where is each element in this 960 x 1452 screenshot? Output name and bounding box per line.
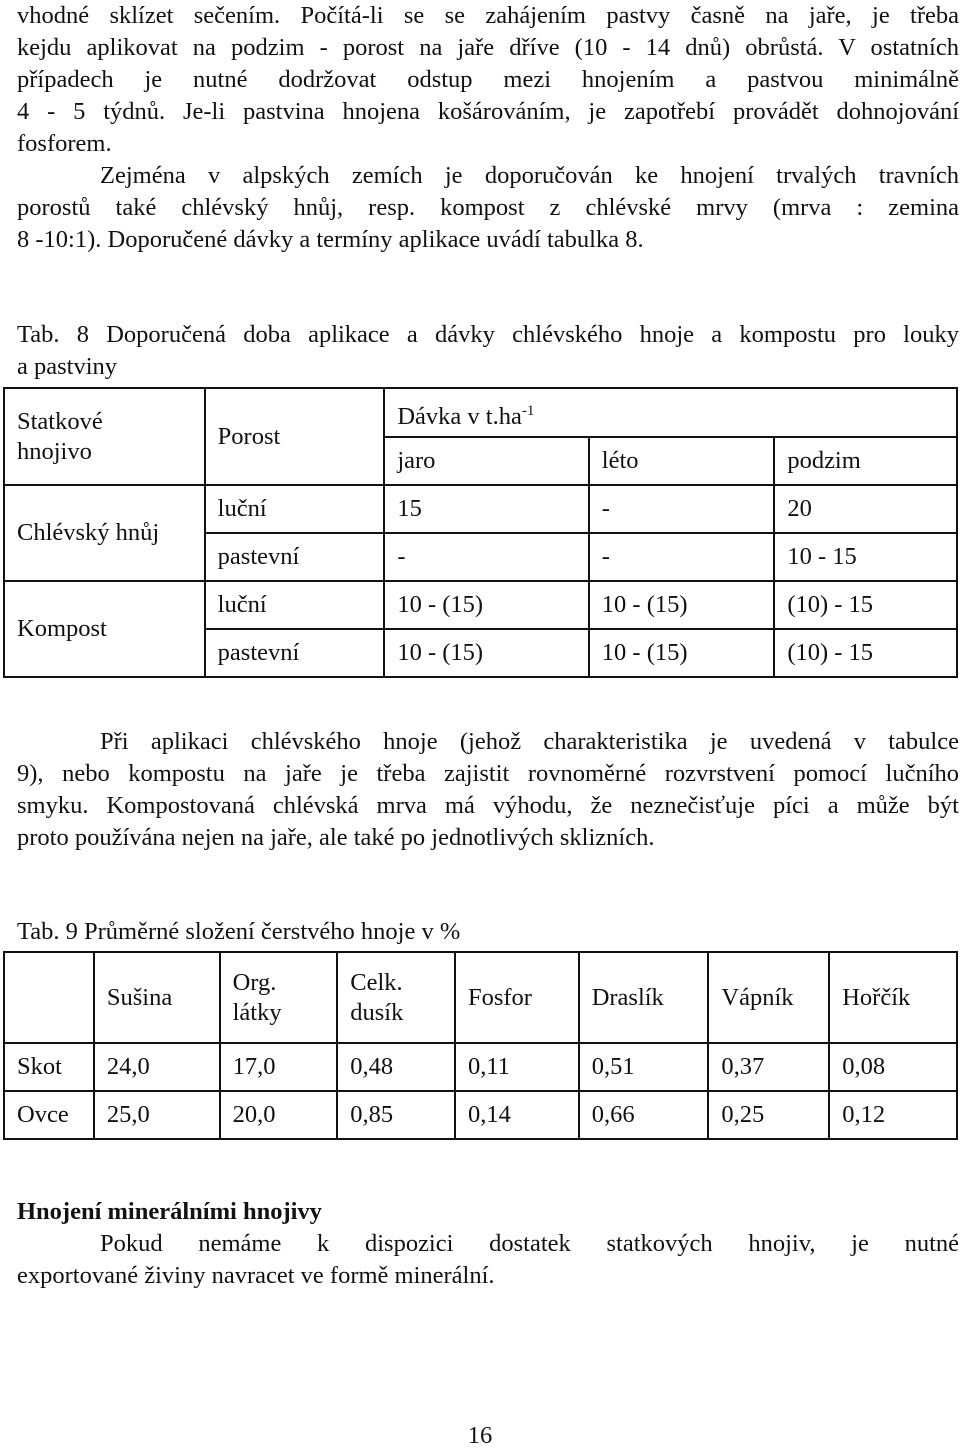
- header-davka: [384, 388, 957, 437]
- header-text: Celk.: [350, 968, 403, 996]
- header-podzim: podzim: [774, 437, 957, 485]
- text-line: proto používána nejen na jaře, ale také po jednotlivých sklizních.: [17, 824, 655, 851]
- header-text: Statkové: [17, 407, 103, 435]
- text-line: smyku. Kompostovaná chlévská mrva má výhodu, že neznečisťuje píci a může být: [17, 792, 959, 819]
- table-header-row: [4, 952, 957, 1043]
- text-line: fosforem.: [17, 130, 112, 157]
- dose-superscript: -1: [521, 402, 535, 419]
- text-line: vhodné sklízet sečením. Počítá-li se se zahájením pastvy časně na jaře, je třeba: [17, 2, 959, 29]
- text-line: kejdu aplikovat na podzim - porost na jaře dříve (10 - 14 dnů) obrůstá. V ostatních: [17, 34, 959, 61]
- cell-value: 17,0: [220, 1043, 338, 1091]
- cell-porost: luční: [205, 581, 385, 629]
- text-line: exportované živiny navracet ve formě minerální.: [17, 1262, 495, 1289]
- dose-label: Dávka v t.ha: [397, 403, 522, 430]
- header-porost: Porost: [205, 388, 385, 485]
- table-row: [4, 581, 957, 629]
- table9: [3, 951, 958, 1140]
- page-number: 16: [467, 1422, 493, 1449]
- cell-value: 0,85: [337, 1091, 455, 1139]
- cell-value: 0,66: [579, 1091, 709, 1139]
- cell-podzim: (10) - 15: [774, 581, 957, 629]
- cell-value: 24,0: [94, 1043, 220, 1091]
- header-vapnik: Vápník: [708, 952, 829, 1043]
- cell-value: 20,0: [220, 1091, 338, 1139]
- header-susina: Sušina: [94, 952, 220, 1043]
- section-heading: Hnojení minerálními hnojivy: [17, 1198, 322, 1225]
- cell-leto: 10 - (15): [589, 629, 775, 677]
- header-jaro: jaro: [384, 437, 588, 485]
- cell-value: 0,12: [829, 1091, 957, 1139]
- cell-leto: -: [589, 533, 775, 581]
- header-org-latky: [220, 952, 338, 1043]
- text-line: 9), nebo kompostu na jaře je třeba zajistit rovnoměrné rozvrstvení pomocí lučního: [17, 760, 959, 787]
- cell-jaro: 15: [384, 485, 588, 533]
- table9-caption: Tab. 9 Průměrné složení čerstvého hnoje v %: [17, 918, 461, 945]
- header-text: látky: [232, 998, 282, 1026]
- table-row: [4, 1043, 957, 1091]
- cell-leto: 10 - (15): [589, 581, 775, 629]
- group-name: Kompost: [4, 581, 205, 677]
- cell-porost: pastevní: [205, 629, 385, 677]
- header-leto: léto: [589, 437, 775, 485]
- cell-value: 0,51: [579, 1043, 709, 1091]
- cell-jaro: -: [384, 533, 588, 581]
- text-line: Zejména v alpských zemích je doporučován ke hnojení trvalých travních: [100, 162, 959, 189]
- cell-value: 0,48: [337, 1043, 455, 1091]
- cell-podzim: 10 - 15: [774, 533, 957, 581]
- header-horcik: Hořčík: [829, 952, 957, 1043]
- cell-jaro: 10 - (15): [384, 581, 588, 629]
- row-name: Skot: [4, 1043, 94, 1091]
- header-draslik: Draslík: [579, 952, 709, 1043]
- cell-jaro: 10 - (15): [384, 629, 588, 677]
- header-text: dusík: [350, 998, 404, 1026]
- cell-value: 0,14: [455, 1091, 579, 1139]
- cell-podzim: 20: [774, 485, 957, 533]
- table8-caption-cont: a pastviny: [17, 353, 118, 380]
- header-statkove-hnojivo: [4, 388, 205, 485]
- table8-caption: Tab. 8 Doporučená doba aplikace a dávky chlévského hnoje a kompostu pro louky: [17, 321, 959, 348]
- header-empty: [4, 952, 94, 1043]
- text-line: Při aplikaci chlévského hnoje (jehož charakteristika je uvedená v tabulce: [100, 728, 959, 755]
- text-line: 4 - 5 týdnů. Je-li pastvina hnojena košárováním, je zapotřebí provádět dohnojování: [17, 98, 959, 125]
- cell-value: 25,0: [94, 1091, 220, 1139]
- group-name: Chlévský hnůj: [4, 485, 205, 581]
- text-line: případech je nutné dodržovat odstup mezi hnojením a pastvou minimálně: [17, 66, 959, 93]
- cell-value: 0,25: [708, 1091, 829, 1139]
- cell-podzim: (10) - 15: [774, 629, 957, 677]
- table-row: [4, 485, 957, 533]
- header-text: hnojivo: [17, 437, 92, 465]
- cell-leto: -: [589, 485, 775, 533]
- cell-value: 0,11: [455, 1043, 579, 1091]
- table-row: [4, 1091, 957, 1139]
- header-fosfor: Fosfor: [455, 952, 579, 1043]
- row-name: Ovce: [4, 1091, 94, 1139]
- cell-porost: luční: [205, 485, 385, 533]
- header-celk-dusik: [337, 952, 455, 1043]
- table8: [3, 387, 958, 678]
- cell-porost: pastevní: [205, 533, 385, 581]
- text-line: porostů také chlévský hnůj, resp. kompost z chlévské mrvy (mrva : zemina: [17, 194, 959, 221]
- cell-value: 0,08: [829, 1043, 957, 1091]
- text-line: 8 -10:1). Doporučené dávky a termíny aplikace uvádí tabulka 8.: [17, 226, 644, 253]
- header-text: Org.: [232, 968, 277, 996]
- cell-value: 0,37: [708, 1043, 829, 1091]
- text-line: Pokud nemáme k dispozici dostatek statkových hnojiv, je nutné: [100, 1230, 959, 1257]
